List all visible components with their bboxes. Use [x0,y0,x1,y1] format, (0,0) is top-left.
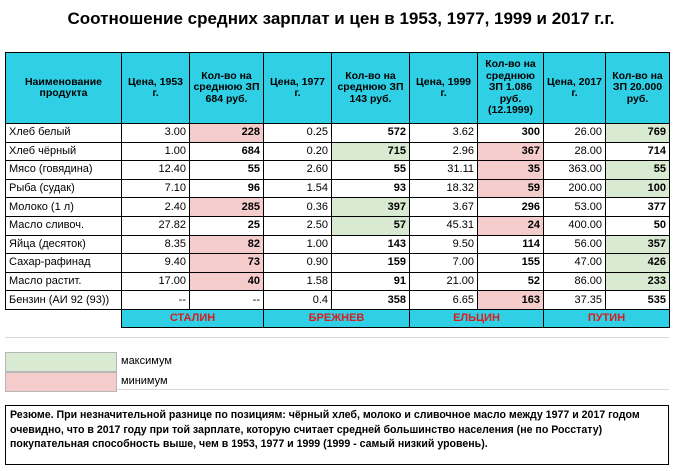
legend-min-swatch [5,372,117,392]
column-header: Цена, 1977 г. [264,53,332,124]
product-cell: Хлеб белый [6,124,122,143]
table-row [6,142,670,161]
price-cell: 56.00 [544,235,606,254]
column-header: Цена, 1999 г. [410,53,478,124]
price-cell: 21.00 [410,272,478,291]
empty-cell [6,309,122,327]
price-cell: 3.00 [122,124,190,143]
quantity-cell: 233 [606,272,670,291]
leader-label-yeltsin: ЕЛЬЦИН [410,309,544,327]
quantity-cell: 300 [478,124,544,143]
quantity-cell: 55 [190,161,264,180]
product-cell: Рыба (судак) [6,179,122,198]
leader-label-brezhnev: БРЕЖНЕВ [264,309,410,327]
price-cell: 18.32 [410,179,478,198]
quantity-cell: 163 [478,291,544,310]
table-row [6,254,670,273]
price-cell: 9.50 [410,235,478,254]
product-cell: Масло сливоч. [6,216,122,235]
price-cell: 2.60 [264,161,332,180]
legend-max-swatch [5,352,117,372]
quantity-cell: 684 [190,142,264,161]
price-cell: 12.40 [122,161,190,180]
price-cell: 1.58 [264,272,332,291]
price-cell: 3.62 [410,124,478,143]
legend-min-label: минимум [121,375,168,387]
product-cell: Молоко (1 л) [6,198,122,217]
quantity-cell: 50 [606,216,670,235]
price-cell: 400.00 [544,216,606,235]
product-cell: Сахар-рафинад [6,254,122,273]
quantity-cell: 82 [190,235,264,254]
price-cell: 86.00 [544,272,606,291]
price-cell: 45.31 [410,216,478,235]
quantity-cell: 285 [190,198,264,217]
column-header: Наименование продукта [6,53,122,124]
price-cell: 200.00 [544,179,606,198]
quantity-cell: 357 [606,235,670,254]
quantity-cell: 91 [332,272,410,291]
price-cell: 2.96 [410,142,478,161]
price-cell: 26.00 [544,124,606,143]
quantity-cell: 59 [478,179,544,198]
price-cell: 363.00 [544,161,606,180]
table-row [6,124,670,143]
quantity-cell: 52 [478,272,544,291]
quantity-cell: 114 [478,235,544,254]
table-row [6,272,670,291]
price-cell: 7.10 [122,179,190,198]
column-header: Кол-во на среднюю ЗП 1.086 руб. (12.1999) [478,53,544,124]
quantity-cell: 73 [190,254,264,273]
quantity-cell: 55 [606,161,670,180]
quantity-cell: 57 [332,216,410,235]
price-cell: 47.00 [544,254,606,273]
quantity-cell: 35 [478,161,544,180]
column-header: Цена, 2017 г. [544,53,606,124]
grid-line [5,337,669,338]
price-cell: 6.65 [410,291,478,310]
column-header: Цена, 1953 г. [122,53,190,124]
table-row [6,198,670,217]
leader-label-putin: ПУТИН [544,309,670,327]
price-cell: 1.54 [264,179,332,198]
table-row [6,161,670,180]
table-row [6,235,670,254]
quantity-cell: 769 [606,124,670,143]
price-cell: 37.35 [544,291,606,310]
price-cell: -- [122,291,190,310]
quantity-cell: 535 [606,291,670,310]
quantity-cell: 426 [606,254,670,273]
product-cell: Хлеб чёрный [6,142,122,161]
price-cell: 1.00 [264,235,332,254]
price-cell: 2.50 [264,216,332,235]
quantity-cell: 100 [606,179,670,198]
quantity-cell: 25 [190,216,264,235]
quantity-cell: 367 [478,142,544,161]
quantity-cell: 40 [190,272,264,291]
price-salary-table [5,52,670,328]
quantity-cell: 55 [332,161,410,180]
product-cell: Мясо (говядина) [6,161,122,180]
summary-text: Резюме. При незначительной разнице по позициям: чёрный хлеб, молоко и сливочное масло между 1977 и 2017 годом очевидно, что в 2017 году при той зарплате, которую считает средней большинство населения (не по Росстату) покупательная способность выше, чем в 1953, 1977 и 1999 (1999 - самый низкий уровень). [5,405,669,465]
quantity-cell: 96 [190,179,264,198]
price-cell: 17.00 [122,272,190,291]
quantity-cell: 143 [332,235,410,254]
quantity-cell: 93 [332,179,410,198]
price-cell: 8.35 [122,235,190,254]
price-cell: 28.00 [544,142,606,161]
quantity-cell: 155 [478,254,544,273]
quantity-cell: 572 [332,124,410,143]
quantity-cell: 24 [478,216,544,235]
price-cell: 31.11 [410,161,478,180]
leader-label-stalin: СТАЛИН [122,309,264,327]
column-header: Кол-во на ЗП 20.000 руб. [606,53,670,124]
quantity-cell: 358 [332,291,410,310]
price-cell: 3.67 [410,198,478,217]
legend-max-label: максимум [121,355,172,367]
quantity-cell: 397 [332,198,410,217]
price-cell: 0.90 [264,254,332,273]
price-cell: 7.00 [410,254,478,273]
price-cell: 2.40 [122,198,190,217]
price-cell: 9.40 [122,254,190,273]
header-row [6,53,670,124]
quantity-cell: 159 [332,254,410,273]
column-header: Кол-во на среднюю ЗП 684 руб. [190,53,264,124]
price-cell: 0.25 [264,124,332,143]
price-cell: 1.00 [122,142,190,161]
quantity-cell: 228 [190,124,264,143]
table-row [6,216,670,235]
page-title: Соотношение средних зарплат и цен в 1953, 1977, 1999 и 2017 г.г. [67,9,615,28]
product-cell: Бензин (АИ 92 (93)) [6,291,122,310]
column-header: Кол-во на среднюю ЗП 143 руб. [332,53,410,124]
table-row [6,179,670,198]
price-cell: 0.4 [264,291,332,310]
leaders-row [6,309,670,327]
price-cell: 0.20 [264,142,332,161]
quantity-cell: 715 [332,142,410,161]
product-cell: Яйца (десяток) [6,235,122,254]
quantity-cell: -- [190,291,264,310]
price-cell: 27.82 [122,216,190,235]
product-cell: Масло растит. [6,272,122,291]
price-cell: 0.36 [264,198,332,217]
price-cell: 53.00 [544,198,606,217]
quantity-cell: 377 [606,198,670,217]
quantity-cell: 296 [478,198,544,217]
table-row [6,291,670,310]
quantity-cell: 714 [606,142,670,161]
